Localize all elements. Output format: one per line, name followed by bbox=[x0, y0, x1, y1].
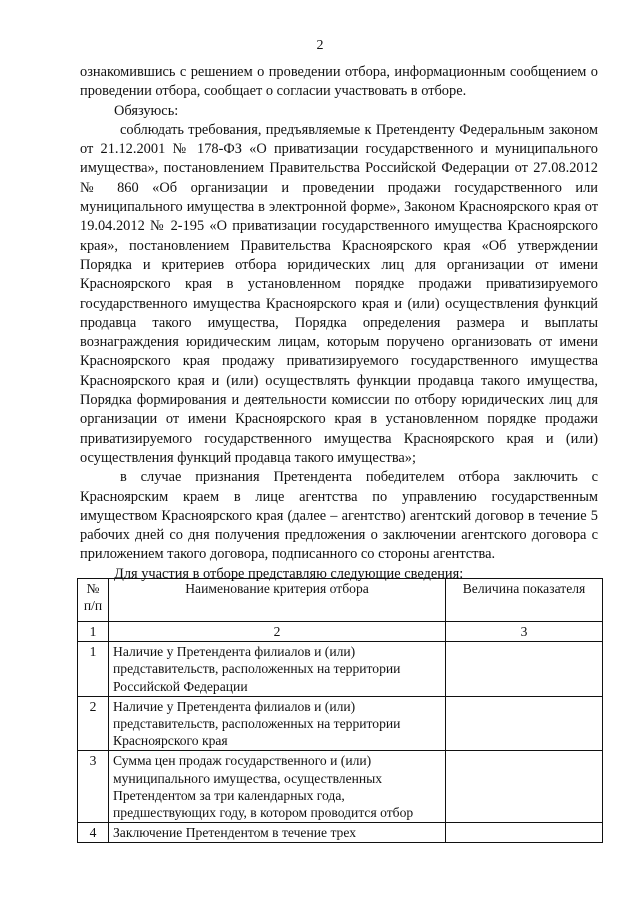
table-row bbox=[78, 642, 603, 697]
paragraph-agency-contract: в случае признания Претендента победителем отбора заключить с Красноярским краем в лице агентства по управлению государственным имуществом Красноярского края (далее – агентство) агентский договор в течение 5 рабочих дней со дня получения предложения о заключении агентского договора с приложением такого договора, подписанного со стороны агентства. bbox=[80, 469, 598, 563]
row-number: 4 bbox=[78, 823, 109, 843]
column-number-2: 2 bbox=[109, 622, 446, 642]
row-criterion: Сумма цен продаж государственного и (или) муниципального имущества, осуществленных Претендентом за три календарных года, предшествующих году, в котором проводится отбор bbox=[109, 751, 446, 823]
header-value: Величина показателя bbox=[446, 579, 603, 622]
column-number-1: 1 bbox=[78, 622, 109, 642]
table-column-numbers-row bbox=[78, 622, 603, 642]
header-criterion: Наименование критерия отбора bbox=[109, 579, 446, 622]
row-number: 1 bbox=[78, 642, 109, 697]
row-value-cell bbox=[446, 751, 603, 823]
column-number-3: 3 bbox=[446, 622, 603, 642]
row-criterion: Наличие у Претендента филиалов и (или) представительств, расположенных на территории Красноярского края bbox=[109, 696, 446, 751]
table-header-row bbox=[78, 579, 603, 622]
row-value-cell bbox=[446, 696, 603, 751]
page-number: 2 bbox=[316, 38, 324, 53]
row-value-cell bbox=[446, 642, 603, 697]
row-criterion: Заключение Претендентом в течение трех bbox=[109, 823, 446, 843]
table-row bbox=[78, 823, 603, 843]
paragraph-obligations-heading: Обязуюсь: bbox=[114, 102, 179, 119]
paragraph-intro: ознакомившись с решением о проведении отбора, информационным сообщением о проведении отбора, сообщает о согласии участвовать в отборе. bbox=[80, 64, 598, 100]
row-value-cell bbox=[446, 823, 603, 843]
header-number: № п/п bbox=[78, 579, 109, 622]
paragraph-comply-requirements: соблюдать требования, предъявляемые к Претенденту Федеральным законом от 21.12.2001 № 178-ФЗ «О приватизации государственного и муниципального имущества», постановлением Правительства Российской Федерации от 27.08.2012 № 860 «Об организации и проведении продажи государственного или муниципального имущества в электронной форме», Законом Красноярского края от 19.04.2012 № 2-195 «О приватизации государственного имущества Красноярского края», постановлением Правительства Красноярского края «Об утверждении Порядка и критериев отбора юридических лиц для организации от имени Красноярского края в установленном порядке продажи приватизируемого государственного имущества Красноярского края и (или) осуществления функций продавца такого имущества, Порядка определения размера и выплаты вознаграждения юридическим лицам, которым поручено организовать от имени Красноярского края продажу приватизируемого государственного имущества Красноярского края и (или) осуществлять функции продавца такого имущества, Порядка формирования и деятельности комиссии по отбору юридических лиц для организации от имени Красноярского края в установленном порядке продажи приватизируемого государственного имущества Красноярского края и (или) осуществления функций продавца такого имущества»; bbox=[80, 121, 598, 466]
row-criterion: Наличие у Претендента филиалов и (или) представительств, расположенных на территории Российской Федерации bbox=[109, 642, 446, 697]
row-number: 3 bbox=[78, 751, 109, 823]
table-row bbox=[78, 696, 603, 751]
document-body bbox=[80, 63, 598, 584]
paragraph-table-intro: Для участия в отборе представляю следующие сведения: bbox=[114, 565, 464, 582]
criteria-table bbox=[77, 578, 603, 843]
row-number: 2 bbox=[78, 696, 109, 751]
table-row bbox=[78, 751, 603, 823]
